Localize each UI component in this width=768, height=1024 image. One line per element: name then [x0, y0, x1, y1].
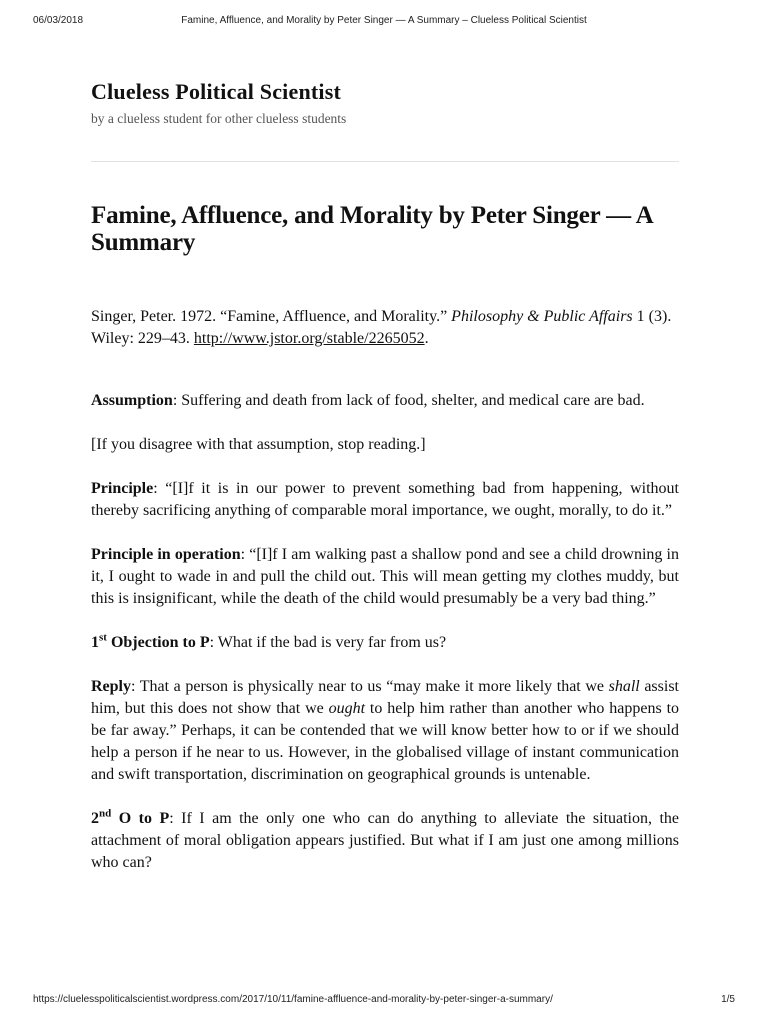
page-content	[91, 78, 679, 874]
citation-text: Singer, Peter. 1972. “Famine, Affluence, and Morality.”	[91, 308, 452, 325]
objection-1-title: Objection to P	[106, 634, 210, 651]
objection-2-text: : If I am the only one who can do anything to alleviate the situation, the attachment of moral obligation appears justified. But what if I am just one among millions who can?	[91, 810, 680, 871]
objection-2-paragraph	[91, 808, 679, 874]
objection-2-label	[91, 807, 170, 827]
citation-end: .	[424, 330, 429, 347]
objection-1-ordinal: st	[99, 631, 107, 644]
objection-2-ordinal: nd	[99, 807, 112, 820]
principle-text: : “[I]f it is in our power to prevent something bad from happening, without thereby sacrificing anything of comparable moral importance, we ought, morally, to do it.”	[91, 480, 679, 519]
print-page-title: Famine, Affluence, and Morality by Peter Singer — A Summary – Clueless Political Scientist	[181, 15, 587, 26]
disclaimer-paragraph: [If you disagree with that assumption, stop reading.]	[91, 436, 426, 453]
print-url: https://cluelesspoliticalscientist.wordpress.com/2017/10/11/famine-affluence-and-morality-by-peter-singer-a-summary/	[33, 994, 553, 1005]
principle-operation-label: Principle in operation	[91, 546, 241, 563]
citation-link[interactable]: http://www.jstor.org/stable/2265052	[193, 330, 425, 347]
post-title: Famine, Affluence, and Morality by Peter Singer — A Summary	[91, 202, 653, 256]
citation-details: 1 (3). Wiley: 229–43.	[91, 308, 672, 347]
objection-1-text: : What if the bad is very far from us?	[209, 634, 447, 651]
reply-label: Reply	[91, 678, 131, 695]
reply-text-3: to help him rather than another who happens to be far away.” Perhaps, it can be contended that we will know better how to or if we should help a person if he near to us. However, in the globalised village of instant communication and swift transportation, discrimination on geographical grounds is untenable.	[91, 700, 680, 783]
reply-emphasis-shall: shall	[608, 678, 640, 695]
header-divider	[91, 161, 679, 162]
reply-text-1: : That a person is physically near to us “may make it more likely that we	[131, 678, 609, 695]
principle-operation-text: : “[I]f I am walking past a shallow pond and see a child drowning in it, I ought to wade in and pull the child out. This will mean getting my clothes muddy, but this is insignificant, while the death of the child would presumably be a very bad thing.”	[91, 546, 680, 607]
principle-operation-paragraph	[91, 544, 679, 610]
citation-journal: Philosophy & Public Affairs	[451, 308, 633, 325]
principle-label: Principle	[91, 480, 154, 497]
print-header	[0, 15, 768, 31]
objection-1-number: 1	[91, 634, 99, 651]
objection-1-label	[91, 631, 210, 651]
assumption-label: Assumption	[91, 392, 173, 409]
assumption-text: : Suffering and death from lack of food, shelter, and medical care are bad.	[172, 392, 645, 409]
assumption-paragraph	[91, 390, 679, 412]
reply-paragraph	[91, 676, 679, 786]
print-page-number: 1/5	[721, 994, 735, 1005]
reply-text-2: assist him, but this does not show that we	[91, 678, 680, 717]
reply-emphasis-ought: ought	[328, 700, 366, 717]
objection-2-title: O to P	[111, 810, 170, 827]
principle-paragraph	[91, 478, 679, 522]
print-date: 06/03/2018	[33, 15, 84, 26]
objection-2-number: 2	[91, 810, 99, 827]
print-footer	[0, 994, 768, 1010]
objection-1-paragraph	[91, 632, 679, 654]
citation-paragraph	[91, 306, 679, 350]
site-tagline: by a clueless student for other clueless students	[91, 111, 347, 126]
site-title-link[interactable]: Clueless Political Scientist	[91, 79, 342, 104]
